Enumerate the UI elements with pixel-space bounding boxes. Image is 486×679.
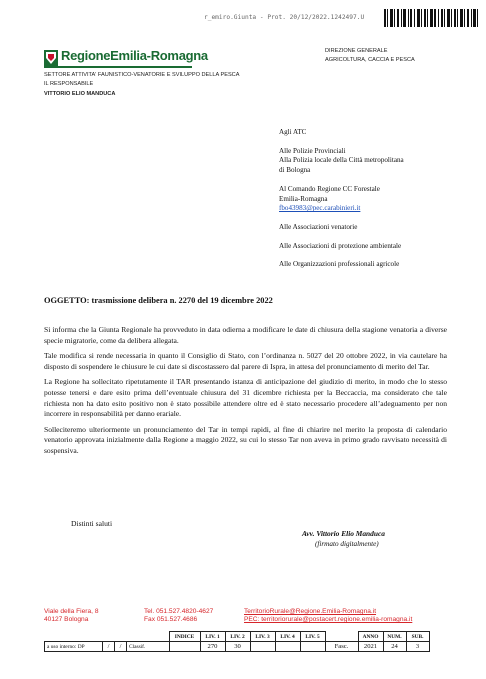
role-line: IL RESPONSABILE <box>44 81 94 88</box>
recipients-block <box>279 128 404 270</box>
col-num: NUM. <box>383 632 406 642</box>
classif-label: Classif. <box>127 642 170 652</box>
body-paragraph: La Regione ha sollecitato ripetutamente il TAR presentando istanza di anticipazione del giudizio di merito, in modo che lo stesso potesse tenersi e dare esito prima dell’eventuale chiusura del 31 dicembre richiesta per la Beccaccia, ma considerato che tale richiesta non ha dato esito positivo non è stato possibile attendere oltre ed è stato necessario procedere all’adeguamento per non incorrere in responsabilità per danno erariale. <box>44 377 447 419</box>
liv3-value <box>250 642 275 652</box>
col-liv2: LIV. 2 <box>225 632 250 642</box>
slash-2: / <box>115 642 127 652</box>
recipient-atc: Agli ATC <box>279 128 307 136</box>
footer-pec-link[interactable]: PEC: territoriorurale@postacert.regione.emilia-romagna.it <box>244 616 413 624</box>
direzione-line: DIREZIONE GENERALE <box>325 48 388 54</box>
footer-address <box>44 608 99 625</box>
recipient-ambientale: Alle Associazioni di protezione ambientale <box>279 241 402 250</box>
direzione-subline: AGRICOLTURA, CACCIA E PESCA <box>325 57 415 64</box>
logo-divider <box>44 66 192 68</box>
liv4-value <box>275 642 300 652</box>
footer-phones <box>144 608 213 625</box>
num-value: 24 <box>383 642 406 652</box>
liv5-value <box>300 642 325 652</box>
recipient-comando-region: Emilia-Romagna <box>279 194 328 203</box>
body-paragraph: Si informa che la Giunta Regionale ha provveduto in data odierna a modificare le date di chiusura della stagione venatoria a diverse specie migratorie, come da delibera allegata. <box>44 325 447 345</box>
recipient-comando-email-link[interactable]: fbo43983@pec.carabinieri.it <box>279 204 361 213</box>
footer-city: 40127 Bologna <box>44 616 89 624</box>
body-paragraph: Solleciteremo ulteriormente un pronunciamento del Tar in tempi rapidi, al fine di chiarire nel merito la proposta di calendario venatorio approvata inizialmente dalla Regione a maggio 2022, su cui lo stesso Tar non aveva in primo grado ravvisato necessità di sospensiva. <box>44 424 447 455</box>
col-anno: ANNO <box>358 632 383 642</box>
indice-value <box>169 642 200 652</box>
signature-note: (firmato digitalmente) <box>315 540 379 548</box>
footer-street: Viale della Fiera, 8 <box>44 608 99 615</box>
sub-value: 3 <box>406 642 429 652</box>
recipient-agricole: Alle Organizzazioni professionali agricole <box>279 260 400 269</box>
closing-salutation: Distinti saluti <box>71 519 113 528</box>
recipient-polizie: Alle Polizie Provinciali <box>279 146 346 155</box>
col-sub: SUB. <box>406 632 429 642</box>
recipient-venatorie: Alle Associazioni venatorie <box>279 222 358 231</box>
logo-text: RegioneEmilia-Romagna <box>61 48 208 63</box>
col-liv4: LIV. 4 <box>275 632 300 642</box>
col-indice: INDICE <box>169 632 200 642</box>
subject-line: OGGETTO: trasmissione delibera n. 2270 del 19 dicembre 2022 <box>44 296 273 305</box>
sender-name: VITTORIO ELIO MANDUCA <box>44 90 116 97</box>
footer-tel: Tel. 051.527.4820-4627 <box>144 608 214 615</box>
body-paragraph: Tale modifica si rende necessaria in quanto il Consiglio di Stato, con l’ordinanza n. 5027 del 20 ottobre 2022, in via cautelare ha disposto di sospendere le chiusure le cui date si discostassero dal parere di Ispra, in attesa del pronunciamento di merito del Tar. <box>44 351 447 371</box>
uso-interno: a uso interno: DP <box>45 642 103 652</box>
footer-emails <box>244 608 412 625</box>
col-liv3: LIV. 3 <box>250 632 275 642</box>
anno-value: 2021 <box>358 642 383 652</box>
sender-block <box>44 71 239 99</box>
slash-1: / <box>103 642 115 652</box>
signature-name: Avv. Vittorio Elio Manduca <box>302 529 385 538</box>
footer-email-link[interactable]: TerritorioRurale@Regione.Emilia-Romagna.it <box>244 608 377 615</box>
footer-fax: Fax 051.527.4686 <box>144 616 198 624</box>
letter-body <box>44 325 447 462</box>
col-liv5: LIV. 5 <box>300 632 325 642</box>
classification-header-row <box>45 632 430 642</box>
protocol-number: r_emiro.Giunta - Prot. 20/12/2022.1242497.U <box>204 14 365 21</box>
liv2-value: 30 <box>225 642 250 652</box>
liv1-value: 270 <box>200 642 225 652</box>
recipient-polizia-city: di Bologna <box>279 166 311 175</box>
fasc-label: Fasc. <box>325 642 358 652</box>
barcode <box>384 9 478 27</box>
recipient-polizia-locale: Alla Polizia locale della Città metropolitana <box>279 156 404 165</box>
direzione-block <box>325 47 415 65</box>
col-liv1: LIV. 1 <box>200 632 225 642</box>
classification-table <box>44 631 430 652</box>
recipient-comando: Al Comando Regione CC Forestale <box>279 184 380 193</box>
classification-values-row <box>45 642 430 652</box>
sector-line: SETTORE ATTIVITA' FAUNISTICO-VENATORIE E SVILUPPO DELLA PESCA <box>44 72 240 78</box>
